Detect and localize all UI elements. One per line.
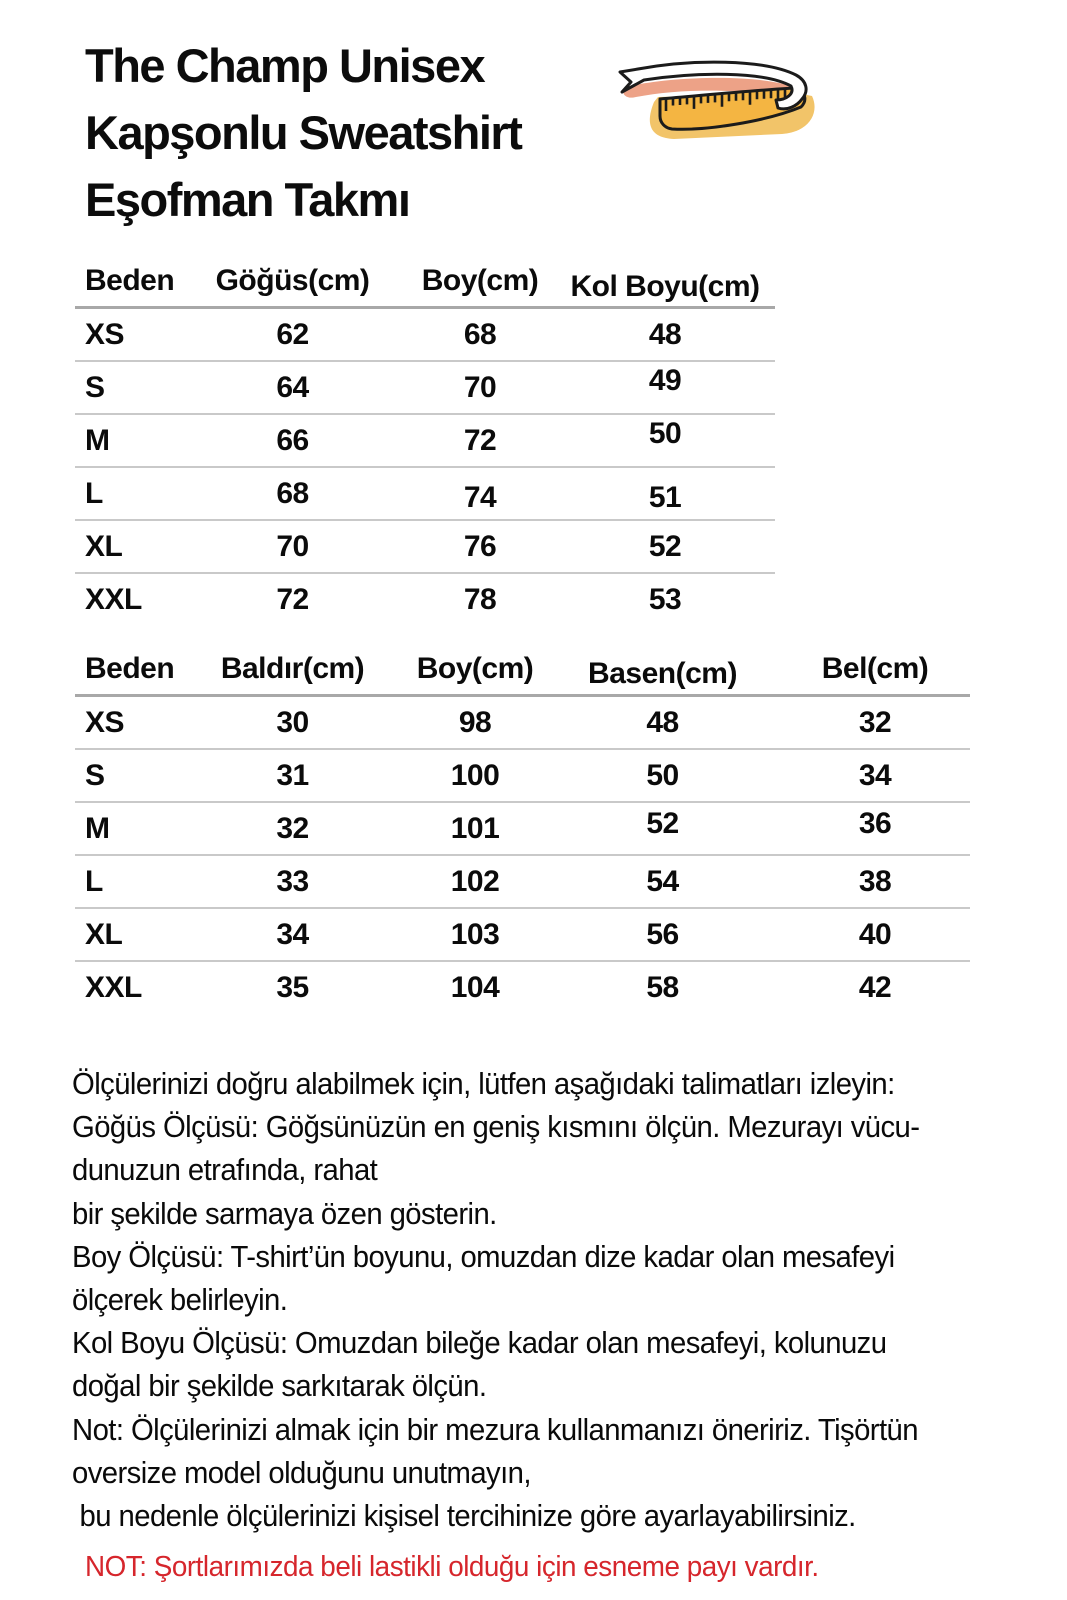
table-row	[75, 414, 775, 467]
measurement-value: 66	[180, 414, 405, 467]
instruction-line: ölçerek belirleyin.	[72, 1283, 288, 1318]
instruction-line: Ölçülerinizi doğru alabilmek için, lütfen aşağıdaki talimatları izleyin:	[72, 1067, 895, 1101]
table-row	[75, 696, 970, 750]
table-row	[75, 520, 775, 573]
header-row	[75, 256, 775, 308]
measurement-value: 52	[555, 520, 775, 573]
measurement-value: 68	[405, 308, 555, 362]
measurement-value: 101	[405, 802, 545, 855]
size-label: S	[75, 361, 180, 414]
measurement-value: 64	[180, 361, 405, 414]
table-row	[75, 961, 970, 1013]
measurement-value: 62	[180, 308, 405, 362]
measurement-value: 34	[780, 749, 970, 802]
size-label: S	[75, 749, 180, 802]
measurement-value: 32	[180, 802, 405, 855]
measurement-value: 53	[648, 582, 682, 616]
measurement-value: 68	[180, 467, 405, 520]
page-title-line: Eşofman Takmı	[85, 173, 410, 226]
page-title	[85, 32, 521, 233]
measurement-value: 40	[780, 908, 970, 961]
instruction-line: oversize model olduğunu unutmayın,	[72, 1455, 531, 1490]
instruction-line: bir şekilde sarmaya özen gösterin.	[72, 1196, 497, 1231]
measurement-value: 70	[405, 361, 555, 414]
measurement-value: 51	[555, 471, 775, 524]
table-row	[75, 467, 775, 520]
measurement-value: 30	[180, 696, 405, 750]
measurement-value: 48	[545, 696, 780, 750]
measurement-instructions	[72, 1063, 1042, 1538]
measurement-value: 52	[545, 797, 780, 850]
header-row	[75, 644, 970, 696]
size-label: XL	[75, 520, 180, 573]
table-row	[75, 908, 970, 961]
size-label: XL	[75, 908, 180, 961]
page-title-line: Kapşonlu Sweatshirt	[85, 106, 522, 159]
size-label: M	[75, 802, 180, 855]
size-label: M	[75, 414, 180, 467]
column-header: Beden	[75, 256, 180, 308]
measurement-value: 56	[545, 908, 780, 961]
lower-body-size-table	[75, 644, 970, 1013]
measurement-value: 72	[405, 414, 555, 467]
table-row	[75, 308, 775, 362]
instruction-line: Kol Boyu Ölçüsü: Omuzdan bileğe kadar olan mesafeyi, kolunuzu	[72, 1326, 887, 1361]
table-row	[75, 749, 970, 802]
measurement-value: 31	[180, 749, 405, 802]
size-label: XS	[75, 308, 180, 362]
measurement-value: 38	[780, 855, 970, 908]
measurement-value: 36	[780, 797, 970, 850]
column-header: Boy(cm)	[405, 256, 555, 308]
page-title-line: The Champ Unisex	[85, 39, 485, 92]
size-label: XS	[75, 696, 180, 750]
measurement-value: 32	[780, 696, 970, 750]
measurement-value: 50	[555, 407, 775, 460]
instruction-line: bu nedenle ölçülerinizi kişisel tercihinize göre ayarlayabilirsiniz.	[72, 1499, 856, 1534]
measuring-tape-icon	[592, 44, 824, 156]
measurement-value: 54	[545, 855, 780, 908]
column-header: Basen(cm)	[545, 649, 780, 701]
upper-body-size-table	[75, 256, 775, 625]
column-header: Boy(cm)	[405, 644, 545, 696]
measurement-value: 49	[555, 354, 775, 407]
measurement-value: 50	[545, 749, 780, 802]
measurement-value: 78	[463, 582, 497, 616]
measurement-value: 103	[405, 908, 545, 961]
instruction-line: Not: Ölçülerinizi almak için bir mezura kullanmanızı öneririz. Tişörtün	[72, 1412, 918, 1447]
table-row	[75, 802, 970, 855]
measurement-value: 48	[555, 308, 775, 362]
size-label: L	[75, 855, 180, 908]
instruction-line: Göğüs Ölçüsü: Göğsünüzün en geniş kısmını ölçün. Mezurayı vücu-	[72, 1110, 920, 1145]
column-header: Göğüs(cm)	[180, 256, 405, 308]
column-header: Baldır(cm)	[180, 644, 405, 696]
elastic-waist-note: NOT: Şortlarımızda beli lastikli olduğu için esneme payı vardır.	[85, 1551, 819, 1583]
measurement-value: 33	[180, 855, 405, 908]
column-header: Kol Boyu(cm)	[555, 262, 775, 314]
measurement-value: 70	[180, 520, 405, 573]
measurement-value: 42	[858, 970, 892, 1004]
measurement-value: 100	[405, 749, 545, 802]
measurement-value: 102	[405, 855, 545, 908]
table-row	[75, 855, 970, 908]
measurement-value: 35	[276, 970, 309, 1004]
measurement-value: 58	[646, 970, 679, 1004]
size-label: L	[75, 467, 180, 520]
measurement-value: 72	[276, 582, 309, 616]
size-label: XXL	[85, 970, 142, 1004]
table-row	[75, 573, 775, 625]
measurement-value: 76	[405, 520, 555, 573]
instruction-line: doğal bir şekilde sarkıtarak ölçün.	[72, 1369, 487, 1404]
measurement-value: 34	[180, 908, 405, 961]
measurement-value: 98	[405, 696, 545, 750]
measurement-value: 74	[405, 471, 555, 524]
size-label: XXL	[85, 582, 142, 616]
instruction-line: dunuzun etrafında, rahat	[72, 1153, 378, 1188]
instruction-line: Boy Ölçüsü: T-shirt’ün boyunu, omuzdan dize kadar olan mesafeyi	[72, 1239, 895, 1274]
measurement-value: 104	[450, 970, 500, 1004]
column-header: Bel(cm)	[780, 644, 970, 696]
column-header: Beden	[75, 644, 180, 696]
